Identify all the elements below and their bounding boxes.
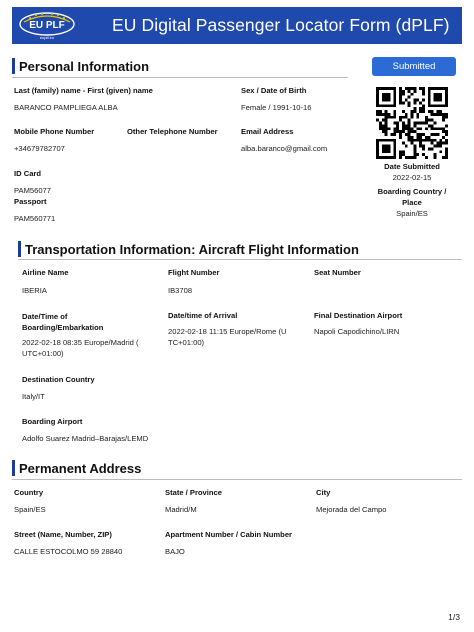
departure-time-value: 2022-02-18 08:35 Europe/Madrid ( UTC+01:00)	[22, 338, 139, 358]
email-label: Email Address	[241, 127, 294, 136]
section-title-text: Personal Information	[19, 58, 150, 74]
apartment-label: Apartment Number / Cabin Number	[165, 530, 292, 539]
section-accent-bar	[18, 241, 21, 257]
date-submitted-label: Date Submitted	[384, 162, 440, 171]
eu-plf-logo-icon	[18, 10, 76, 41]
mobile-phone-value: +34679782707	[14, 144, 65, 153]
section-accent-bar	[12, 460, 15, 476]
section-accent-bar	[12, 58, 15, 74]
boarding-country-label: Boarding Country / Place	[377, 187, 447, 207]
boarding-country-value: Spain/ES	[396, 209, 428, 218]
name-label: Last (family) name - First (given) name	[14, 86, 153, 95]
street-value: CALLE ESTOCOLMO 59 28840	[14, 547, 123, 556]
airline-name-value: IBERIA	[22, 286, 47, 295]
final-destination-label: Final Destination Airport	[314, 311, 403, 320]
city-value: Mejorada del Campo	[316, 505, 387, 514]
state-province-value: Madrid/M	[165, 505, 197, 514]
section-permanent-address	[12, 460, 141, 476]
section-transportation-information	[18, 241, 359, 257]
passport-label: Passport	[14, 197, 47, 206]
section-divider	[12, 479, 462, 480]
qr-code-icon	[376, 87, 448, 159]
boarding-airport-value: Adolfo Suarez Madrid–Barajas/LEMD	[22, 434, 149, 443]
page-number: 1/3	[448, 612, 460, 622]
name-value: BARANCO PAMPLIEGA ALBA	[14, 103, 118, 112]
apartment-value: BAJO	[165, 547, 185, 556]
flight-number-label: Flight Number	[168, 268, 220, 277]
email-value: alba.baranco@gmail.com	[241, 144, 328, 153]
section-personal-information	[12, 58, 149, 74]
flight-number-value: IB3708	[168, 286, 193, 295]
section-title-text: Transportation Information: Aircraft Flight Information	[25, 241, 359, 257]
passport-value: PAM560771	[14, 214, 56, 223]
date-submitted-value: 2022-02-15	[392, 173, 432, 182]
country-label: Country	[14, 488, 44, 497]
mobile-phone-label: Mobile Phone Number	[14, 127, 95, 136]
id-card-value: PAM56077	[14, 186, 52, 195]
section-divider	[18, 259, 462, 260]
city-label: City	[316, 488, 331, 497]
status-badge[interactable]: Submitted	[372, 57, 456, 76]
destination-country-value: Italy/IT	[22, 392, 45, 401]
section-divider	[12, 77, 348, 78]
svg-text:euplf.eu: euplf.eu	[39, 35, 55, 40]
state-province-label: State / Province	[165, 488, 222, 497]
final-destination-value: Napoli Capodichino/LIRN	[314, 327, 400, 336]
id-card-label: ID Card	[14, 169, 42, 178]
seat-number-label: Seat Number	[314, 268, 361, 277]
arrival-time-label: Date/time of Arrival	[168, 311, 238, 320]
other-phone-label: Other Telephone Number	[127, 127, 218, 136]
document-header	[12, 7, 462, 44]
page-title: EU Digital Passenger Locator Form (dPLF)	[112, 15, 450, 35]
sex-dob-value: Female / 1991-10-16	[241, 103, 312, 112]
airline-name-label: Airline Name	[22, 268, 69, 277]
svg-text:EU PLF: EU PLF	[29, 20, 65, 31]
sex-dob-label: Sex / Date of Birth	[241, 86, 307, 95]
street-label: Street (Name, Number, ZIP)	[14, 530, 112, 539]
section-title-text: Permanent Address	[19, 460, 142, 476]
arrival-time-value: 2022-02-18 11:15 Europe/Rome (U TC+01:00)	[168, 327, 287, 347]
departure-time-label: Date/Time of Boarding/Embarkation	[22, 312, 104, 332]
country-value: Spain/ES	[14, 505, 46, 514]
boarding-airport-label: Boarding Airport	[22, 417, 83, 426]
destination-country-label: Destination Country	[22, 375, 95, 384]
